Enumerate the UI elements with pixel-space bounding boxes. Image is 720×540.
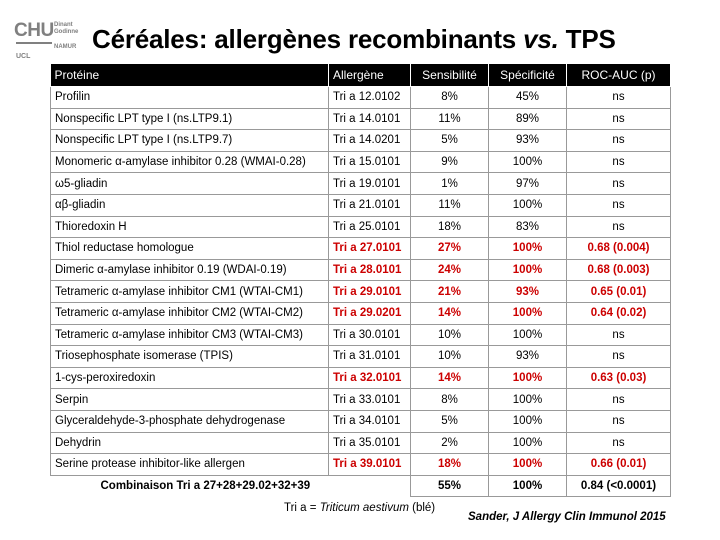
logo-bar — [16, 42, 52, 44]
allergen-cell: Tri a 27.0101 — [329, 238, 411, 260]
protein-cell: Glyceraldehyde-3-phosphate dehydrogenase — [51, 410, 329, 432]
protein-cell: Dimeric α-amylase inhibitor 0.19 (WDAI-0.19) — [51, 259, 329, 281]
protein-cell: αβ-gliadin — [51, 194, 329, 216]
sensitivity-cell: 9% — [411, 151, 489, 173]
protein-cell: Tetrameric α-amylase inhibitor CM3 (WTAI-CM3) — [51, 324, 329, 346]
allergen-cell: Tri a 25.0101 — [329, 216, 411, 238]
header-allergen: Allergène — [329, 64, 411, 87]
specificity-cell: 93% — [489, 346, 567, 368]
combination-row — [51, 475, 671, 497]
logo-line-2: Godinne — [54, 29, 79, 35]
table-row — [51, 259, 671, 281]
allergen-cell: Tri a 29.0201 — [329, 302, 411, 324]
allergen-cell: Tri a 34.0101 — [329, 410, 411, 432]
allergen-cell: Tri a 29.0101 — [329, 281, 411, 303]
specificity-cell: 83% — [489, 216, 567, 238]
roc-auc-cell: ns — [567, 346, 671, 368]
allergen-cell: Tri a 31.0101 — [329, 346, 411, 368]
specificity-cell: 100% — [489, 324, 567, 346]
logo-ucl-text: UCL — [16, 53, 31, 60]
table-row — [51, 410, 671, 432]
table-row — [51, 346, 671, 368]
table-row — [51, 432, 671, 454]
logo-line-3: NAMUR — [54, 44, 77, 50]
sensitivity-cell: 14% — [411, 367, 489, 389]
roc-auc-cell: ns — [567, 216, 671, 238]
combination-roc-auc: 0.84 (<0.0001) — [567, 475, 671, 497]
roc-auc-cell: ns — [567, 432, 671, 454]
sensitivity-cell: 2% — [411, 432, 489, 454]
title-italic: vs. — [523, 24, 559, 54]
sensitivity-cell: 11% — [411, 194, 489, 216]
sensitivity-cell: 8% — [411, 87, 489, 109]
sensitivity-cell: 27% — [411, 238, 489, 260]
allergen-cell: Tri a 39.0101 — [329, 454, 411, 476]
roc-auc-cell: ns — [567, 130, 671, 152]
protein-cell: Nonspecific LPT type I (ns.LTP9.7) — [51, 130, 329, 152]
protein-cell: Triosephosphate isomerase (TPIS) — [51, 346, 329, 368]
roc-auc-cell: 0.65 (0.01) — [567, 281, 671, 303]
table-row — [51, 108, 671, 130]
protein-cell: ω5-gliadin — [51, 173, 329, 195]
combination-sensitivity: 55% — [411, 475, 489, 497]
roc-auc-cell: 0.66 (0.01) — [567, 454, 671, 476]
sensitivity-cell: 11% — [411, 108, 489, 130]
roc-auc-cell: 0.63 (0.03) — [567, 367, 671, 389]
table-row — [51, 281, 671, 303]
protein-cell: Serine protease inhibitor-like allergen — [51, 454, 329, 476]
protein-cell: Profilin — [51, 87, 329, 109]
sensitivity-cell: 24% — [411, 259, 489, 281]
sensitivity-cell: 14% — [411, 302, 489, 324]
title-suffix: TPS — [558, 24, 616, 54]
sensitivity-cell: 21% — [411, 281, 489, 303]
table-row — [51, 454, 671, 476]
allergen-cell: Tri a 33.0101 — [329, 389, 411, 411]
combination-label: Combinaison Tri a 27+28+29.02+32+39 — [100, 480, 311, 493]
slide-title — [92, 24, 616, 55]
roc-auc-cell: ns — [567, 324, 671, 346]
title-prefix: Céréales: allergènes recombinants — [92, 24, 524, 54]
allergen-cell: Tri a 19.0101 — [329, 173, 411, 195]
allergen-cell: Tri a 35.0101 — [329, 432, 411, 454]
sensitivity-cell: 10% — [411, 324, 489, 346]
sensitivity-cell: 18% — [411, 216, 489, 238]
protein-cell: Nonspecific LPT type I (ns.LTP9.1) — [51, 108, 329, 130]
sensitivity-cell: 5% — [411, 410, 489, 432]
protein-cell: Tetrameric α-amylase inhibitor CM2 (WTAI-CM2) — [51, 302, 329, 324]
citation: Sander, J Allergy Clin Immunol 2015 — [468, 511, 666, 523]
logo-line-1: Dinant — [54, 22, 73, 28]
specificity-cell: 100% — [489, 432, 567, 454]
specificity-cell: 100% — [489, 151, 567, 173]
protein-cell: Dehydrin — [51, 432, 329, 454]
species-footnote — [284, 502, 435, 514]
specificity-cell: 100% — [489, 259, 567, 281]
specificity-cell: 97% — [489, 173, 567, 195]
table-header-row — [51, 64, 671, 87]
chu-ucl-logo — [14, 20, 86, 64]
protein-cell: 1-cys-peroxiredoxin — [51, 367, 329, 389]
protein-cell: Monomeric α-amylase inhibitor 0.28 (WMAI-0.28) — [51, 151, 329, 173]
logo-chu-text: CHU — [14, 20, 54, 41]
sensitivity-cell: 10% — [411, 346, 489, 368]
sensitivity-cell: 1% — [411, 173, 489, 195]
roc-auc-cell: ns — [567, 108, 671, 130]
roc-auc-cell: ns — [567, 151, 671, 173]
specificity-cell: 93% — [489, 281, 567, 303]
roc-auc-cell: 0.68 (0.003) — [567, 259, 671, 281]
table-row — [51, 87, 671, 109]
header-roc-auc: ROC-AUC (p) — [567, 64, 671, 87]
roc-auc-cell: ns — [567, 87, 671, 109]
roc-auc-cell: ns — [567, 194, 671, 216]
specificity-cell: 100% — [489, 454, 567, 476]
specificity-cell: 100% — [489, 367, 567, 389]
specificity-cell: 93% — [489, 130, 567, 152]
protein-cell: Tetrameric α-amylase inhibitor CM1 (WTAI-CM1) — [51, 281, 329, 303]
allergen-cell: Tri a 14.0201 — [329, 130, 411, 152]
allergen-cell: Tri a 32.0101 — [329, 367, 411, 389]
protein-cell: Thioredoxin H — [51, 216, 329, 238]
table-row — [51, 324, 671, 346]
specificity-cell: 45% — [489, 87, 567, 109]
footnote-prefix: Tri a = — [284, 502, 320, 514]
roc-auc-cell: ns — [567, 173, 671, 195]
sensitivity-cell: 5% — [411, 130, 489, 152]
table-row — [51, 194, 671, 216]
table-row — [51, 238, 671, 260]
table-row — [51, 151, 671, 173]
table-row — [51, 302, 671, 324]
specificity-cell: 100% — [489, 302, 567, 324]
table-row — [51, 367, 671, 389]
header-protein: Protéine — [51, 64, 329, 87]
sensitivity-cell: 8% — [411, 389, 489, 411]
sensitivity-cell: 18% — [411, 454, 489, 476]
specificity-cell: 100% — [489, 238, 567, 260]
footnote-species: Triticum aestivum — [319, 502, 409, 514]
allergen-cell: Tri a 21.0101 — [329, 194, 411, 216]
roc-auc-cell: 0.68 (0.004) — [567, 238, 671, 260]
allergen-cell: Tri a 14.0101 — [329, 108, 411, 130]
header-specificity: Spécificité — [489, 64, 567, 87]
specificity-cell: 89% — [489, 108, 567, 130]
protein-cell: Serpin — [51, 389, 329, 411]
roc-auc-cell: 0.64 (0.02) — [567, 302, 671, 324]
table-row — [51, 216, 671, 238]
allergen-cell: Tri a 28.0101 — [329, 259, 411, 281]
allergen-cell: Tri a 12.0102 — [329, 87, 411, 109]
header-sensitivity: Sensibilité — [411, 64, 489, 87]
protein-cell: Thiol reductase homologue — [51, 238, 329, 260]
allergen-table — [50, 64, 671, 497]
table-row — [51, 130, 671, 152]
footnote-suffix: (blé) — [408, 502, 436, 514]
table-row — [51, 173, 671, 195]
combination-specificity: 100% — [489, 475, 567, 497]
specificity-cell: 100% — [489, 389, 567, 411]
table-row — [51, 389, 671, 411]
specificity-cell: 100% — [489, 410, 567, 432]
allergen-cell: Tri a 30.0101 — [329, 324, 411, 346]
specificity-cell: 100% — [489, 194, 567, 216]
roc-auc-cell: ns — [567, 389, 671, 411]
allergen-cell: Tri a 15.0101 — [329, 151, 411, 173]
roc-auc-cell: ns — [567, 410, 671, 432]
